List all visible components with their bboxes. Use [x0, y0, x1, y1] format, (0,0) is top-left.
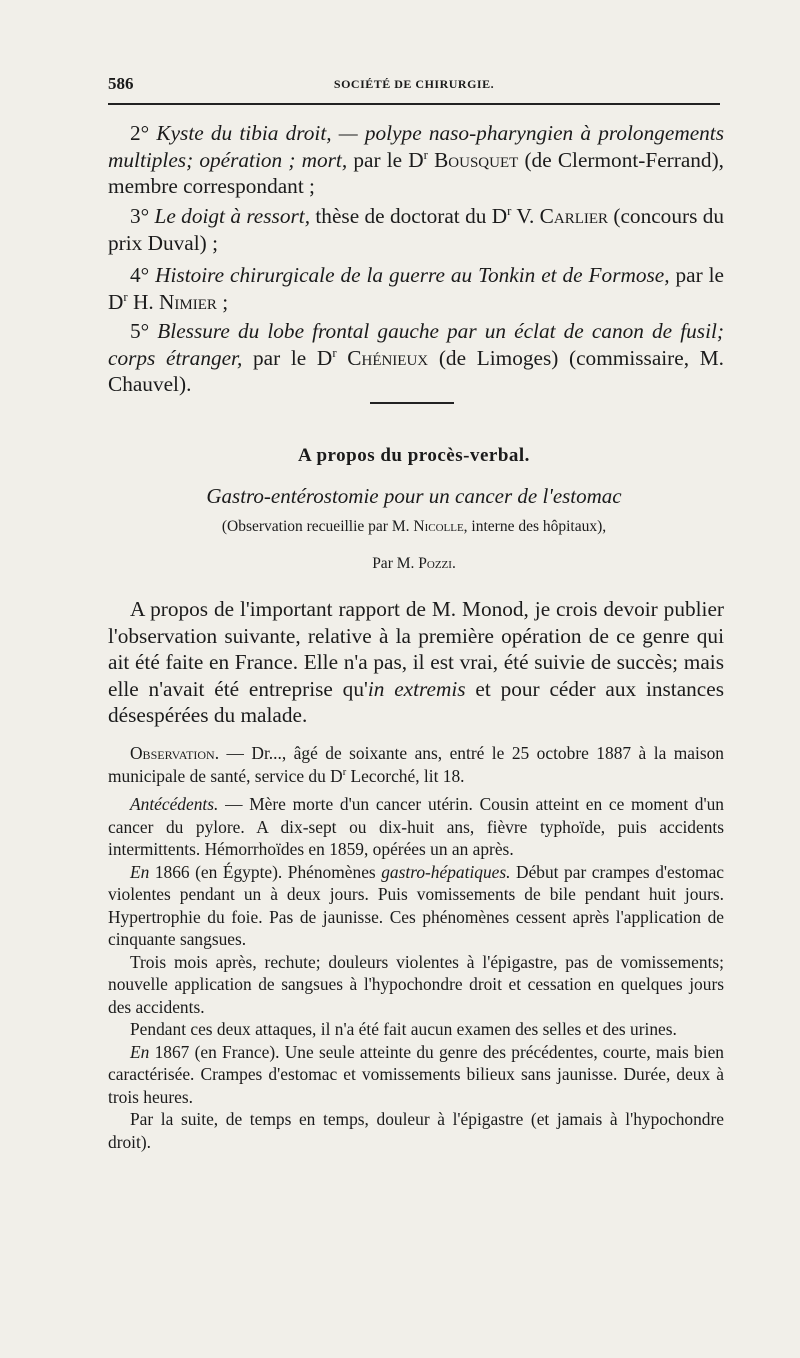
note-name: Nicolle [413, 518, 464, 535]
section-note [108, 518, 720, 536]
intro-text [108, 596, 724, 729]
section-title: A propos du procès-verbal. [298, 445, 530, 466]
author-text: Par M. [372, 555, 419, 572]
observation-text: — Dr..., âgé de soixante ans, entré le 25 octobre 1887 à la maison municipale de santé, service du D [108, 743, 724, 786]
p-1866-text: Début par crampes d'estomac violentes pendant un à deux jours. Puis vomissements de bile pendant huit jours. Hypertrophie du foie. Pas de jaunisse. Ces phénomènes cessent après l'application de cinquante sangsues. [108, 861, 725, 949]
observation-label: Observation. [130, 743, 220, 763]
item-number: 2° [130, 121, 150, 145]
item-name: H. Nimier [127, 289, 217, 314]
item-sup: r [332, 345, 337, 360]
observation-text: Lecorché, lit 18. [346, 765, 465, 786]
item-italic: Le doigt à ressort, [154, 204, 311, 228]
item-text: par le D [242, 345, 333, 370]
page-number: 586 [108, 74, 134, 93]
author-text: . [451, 555, 456, 572]
list-item-text [108, 318, 724, 398]
item-italic: Histoire chirurgicale de la guerre au Tonkin et de Formose, [155, 263, 670, 287]
note-text: , interne des hôpitaux), [463, 518, 607, 535]
item-name: V. Carlier [511, 204, 609, 228]
intro-paragraph [108, 596, 724, 729]
item-name: Chénieux [336, 345, 429, 370]
antecedents-paragraph [108, 793, 724, 861]
item-text: (concours du prix Duval) ; [108, 204, 725, 255]
item-sup: r [507, 203, 512, 218]
list-item-5 [108, 318, 724, 398]
observation-block [108, 742, 724, 1153]
item-italic: Blessure du lobe frontal gauche par un éclat de canon de fusil; corps étranger, [108, 319, 724, 370]
p-1867-text: 1867 (en France). Une seule atteinte du genre des précédentes, courte, mais bien caractérisée. Crampes d'estomac et vomissements bilieux sans jaunisse. Durée, deux à trois heures. [108, 1041, 724, 1107]
antecedents-text: — Mère morte d'un cancer utérin. Cousin atteint en ce moment d'un cancer du pylore. A dix-sept ou dix-huit ans, fièvre typhoïde, puis accidents intermittents. Hémorrhoïdes en 1859, opérées un an après. [108, 794, 724, 859]
author-name: Pozzi [418, 555, 452, 572]
observation-intro [108, 742, 724, 787]
item-name: Bousquet [427, 147, 519, 172]
item-italic: Kyste du tibia droit, — polype naso-pharyngien à prolongements multiples; opération ; mort, [108, 121, 724, 172]
item-number: 3° [130, 204, 150, 228]
item-text: par le D [108, 263, 725, 314]
section-subtitle: Gastro-entérostomie pour un cancer de l'estomac [206, 484, 622, 508]
item-number: 4° [130, 263, 150, 287]
note-text: (Observation recueillie par M. [221, 518, 414, 535]
paragraph-1867 [108, 1041, 724, 1109]
section-divider [370, 402, 454, 404]
list-item-text [108, 262, 724, 315]
section-author [108, 555, 720, 573]
running-title: SOCIÉTÉ DE CHIRURGIE. [333, 77, 495, 91]
item-text: (de Clermont-Ferrand), membre correspondant ; [108, 147, 725, 199]
p-1866-text: 1866 (en Égypte). Phénomènes [149, 861, 382, 882]
list-item-text [108, 203, 724, 256]
paragraph-trois-mois: Trois mois après, rechute; douleurs violentes à l'épigastre, pas de vomissements; nouvelle application de sangsues à l'hypochondre droit et cessation en quelques jours des accidents. [108, 951, 724, 1017]
item-sup: r [123, 289, 128, 304]
observation-sup: r [342, 766, 347, 778]
page-header [108, 66, 720, 102]
item-text: par le D [347, 147, 424, 172]
p-1866-italic: gastro-hépatiques. [381, 861, 511, 882]
list-item-2 [108, 120, 724, 200]
item-text: ; [216, 289, 229, 314]
intro-text-b: et pour céder aux instances désespérées du malade. [108, 676, 725, 728]
intro-text-a: A propos de l'important rapport de M. Monod, je crois devoir publier l'observation suivante, relative à la première opération de ce genre qui ait été faite en France. Elle n'a pas, il est vrai, été suivie de succès; mais elle n'avait été entreprise qu' [108, 597, 724, 701]
list-item-text [108, 120, 724, 200]
p-1866-label: En [130, 861, 150, 882]
paragraph-par-la-suite: Par la suite, de temps en temps, douleur à l'épigastre (et jamais à l'hypochondre droit). [108, 1109, 724, 1152]
item-sup: r [423, 147, 428, 162]
list-item-4 [108, 262, 724, 315]
p-1867-label: En [130, 1041, 150, 1062]
item-text: thèse de doctorat du D [310, 204, 508, 228]
paragraph-1866 [108, 861, 724, 951]
item-number: 5° [130, 319, 150, 343]
list-item-3 [108, 203, 724, 256]
antecedents-label: Antécédents. [130, 794, 219, 814]
item-text: (de Limoges) (commissaire, M. Chauvel). [108, 345, 724, 397]
intro-italic: in extremis [367, 676, 466, 701]
header-rule [108, 103, 720, 105]
paragraph-pendant: Pendant ces deux attaques, il n'a été fait aucun examen des selles et des urines. [130, 1019, 677, 1039]
